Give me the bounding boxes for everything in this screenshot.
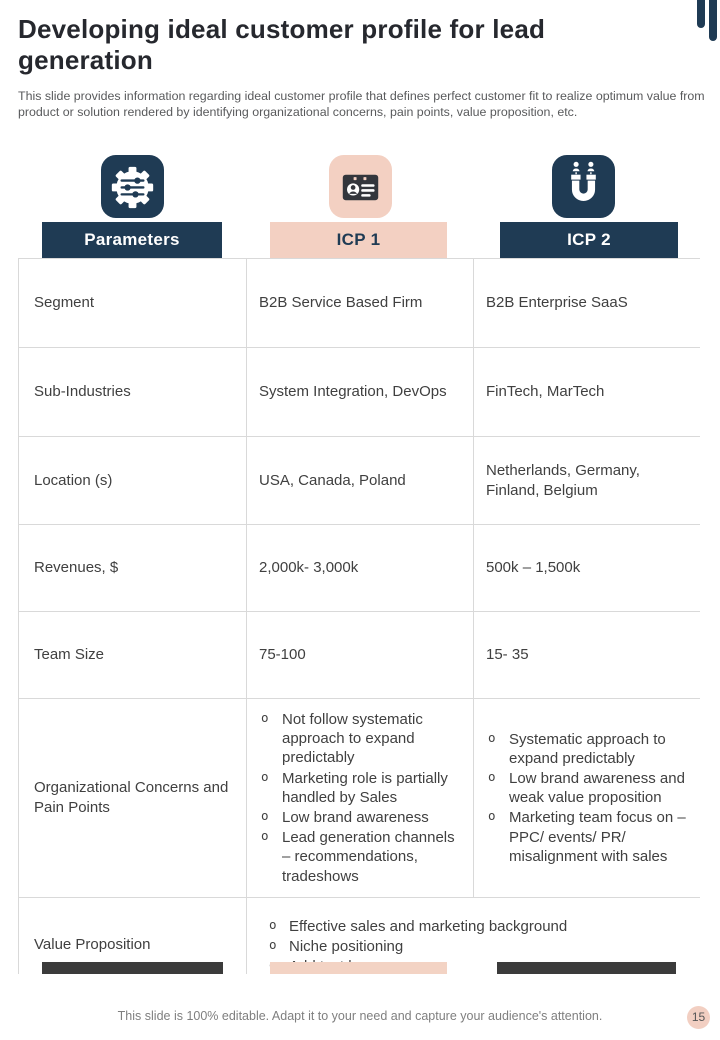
id-card-icon — [329, 155, 392, 218]
placeholder-bar-icp2 — [497, 962, 676, 974]
bullet-item: o Lead generation channels – recommendations, tradeshows — [255, 828, 467, 886]
bullet-item: o Marketing role is partially handled by Sales — [255, 769, 467, 807]
location-icp1: USA, Canada, Poland — [247, 437, 474, 525]
row-label-value-proposition: Value Proposition — [19, 897, 247, 974]
team-size-icp2: 15- 35 — [474, 612, 701, 699]
segment-icp2: B2B Enterprise SaaS — [474, 259, 701, 348]
row-label-team-size: Team Size — [19, 612, 247, 699]
row-label-location: Location (s) — [19, 437, 247, 525]
bullet-item: o Niche positioning — [259, 937, 690, 956]
column-header-parameters: Parameters — [42, 222, 222, 258]
column-header-icp1: ICP 1 — [270, 222, 447, 258]
segment-icp1: B2B Service Based Firm — [247, 259, 474, 348]
bullet-item: o Not follow systematic approach to expand predictably — [255, 710, 467, 768]
table-row-location — [19, 437, 701, 525]
concerns-icp1 — [247, 699, 474, 898]
table-row-segment — [19, 259, 701, 348]
table-row-sub-industries — [19, 348, 701, 437]
gear-sliders-icon — [101, 155, 164, 218]
revenues-icp2: 500k – 1,500k — [474, 525, 701, 612]
concerns-icp2 — [474, 699, 701, 898]
sub-industries-icp1: System Integration, DevOps — [247, 348, 474, 437]
placeholder-bar-icp1 — [270, 962, 447, 974]
table-row-organizational-concerns — [19, 699, 701, 898]
sub-industries-icp2: FinTech, MarTech — [474, 348, 701, 437]
bullet-item: o Effective sales and marketing background — [259, 917, 690, 936]
row-label-sub-industries: Sub-Industries — [19, 348, 247, 437]
location-icp2: Netherlands, Germany, Finland, Belgium — [474, 437, 701, 525]
magnet-leads-icon — [552, 155, 615, 218]
bullet-item: o Systematic approach to expand predictably — [482, 730, 694, 768]
team-size-icp1: 75-100 — [247, 612, 474, 699]
corner-accent-bar-left — [697, 0, 705, 28]
column-header-icp2: ICP 2 — [500, 222, 678, 258]
concerns-icp1-list — [255, 710, 467, 886]
concerns-icp2-list — [482, 730, 694, 866]
row-label-organizational-concerns: Organizational Concerns and Pain Points — [19, 699, 247, 898]
placeholder-bar-parameters — [42, 962, 223, 974]
editable-note: This slide is 100% editable. Adapt it to your need and capture your audience's attention. — [117, 1009, 603, 1023]
bullet-item: o Marketing team focus on – PPC/ events/ PR/ misalignment with sales — [482, 808, 694, 866]
page-title: Developing ideal customer profile for lead generation — [18, 14, 546, 75]
table-row-team-size — [19, 612, 701, 699]
bullet-item: o Low brand awareness — [255, 808, 467, 827]
row-label-revenues: Revenues, $ — [19, 525, 247, 612]
bullet-item: o Low brand awareness and weak value proposition — [482, 769, 694, 807]
revenues-icp1: 2,000k- 3,000k — [247, 525, 474, 612]
table-row-revenues — [19, 525, 701, 612]
icp-comparison-table — [18, 258, 700, 974]
slide-description: This slide provides information regarding ideal customer profile that defines perfect customer fit to realize optimum value from product or solution rendered by identifying organizational concerns, pain points, value proposition, etc. — [18, 89, 705, 120]
corner-accent-bar-right — [709, 0, 717, 41]
page-number-badge: 15 — [687, 1006, 710, 1029]
row-label-segment: Segment — [19, 259, 247, 348]
